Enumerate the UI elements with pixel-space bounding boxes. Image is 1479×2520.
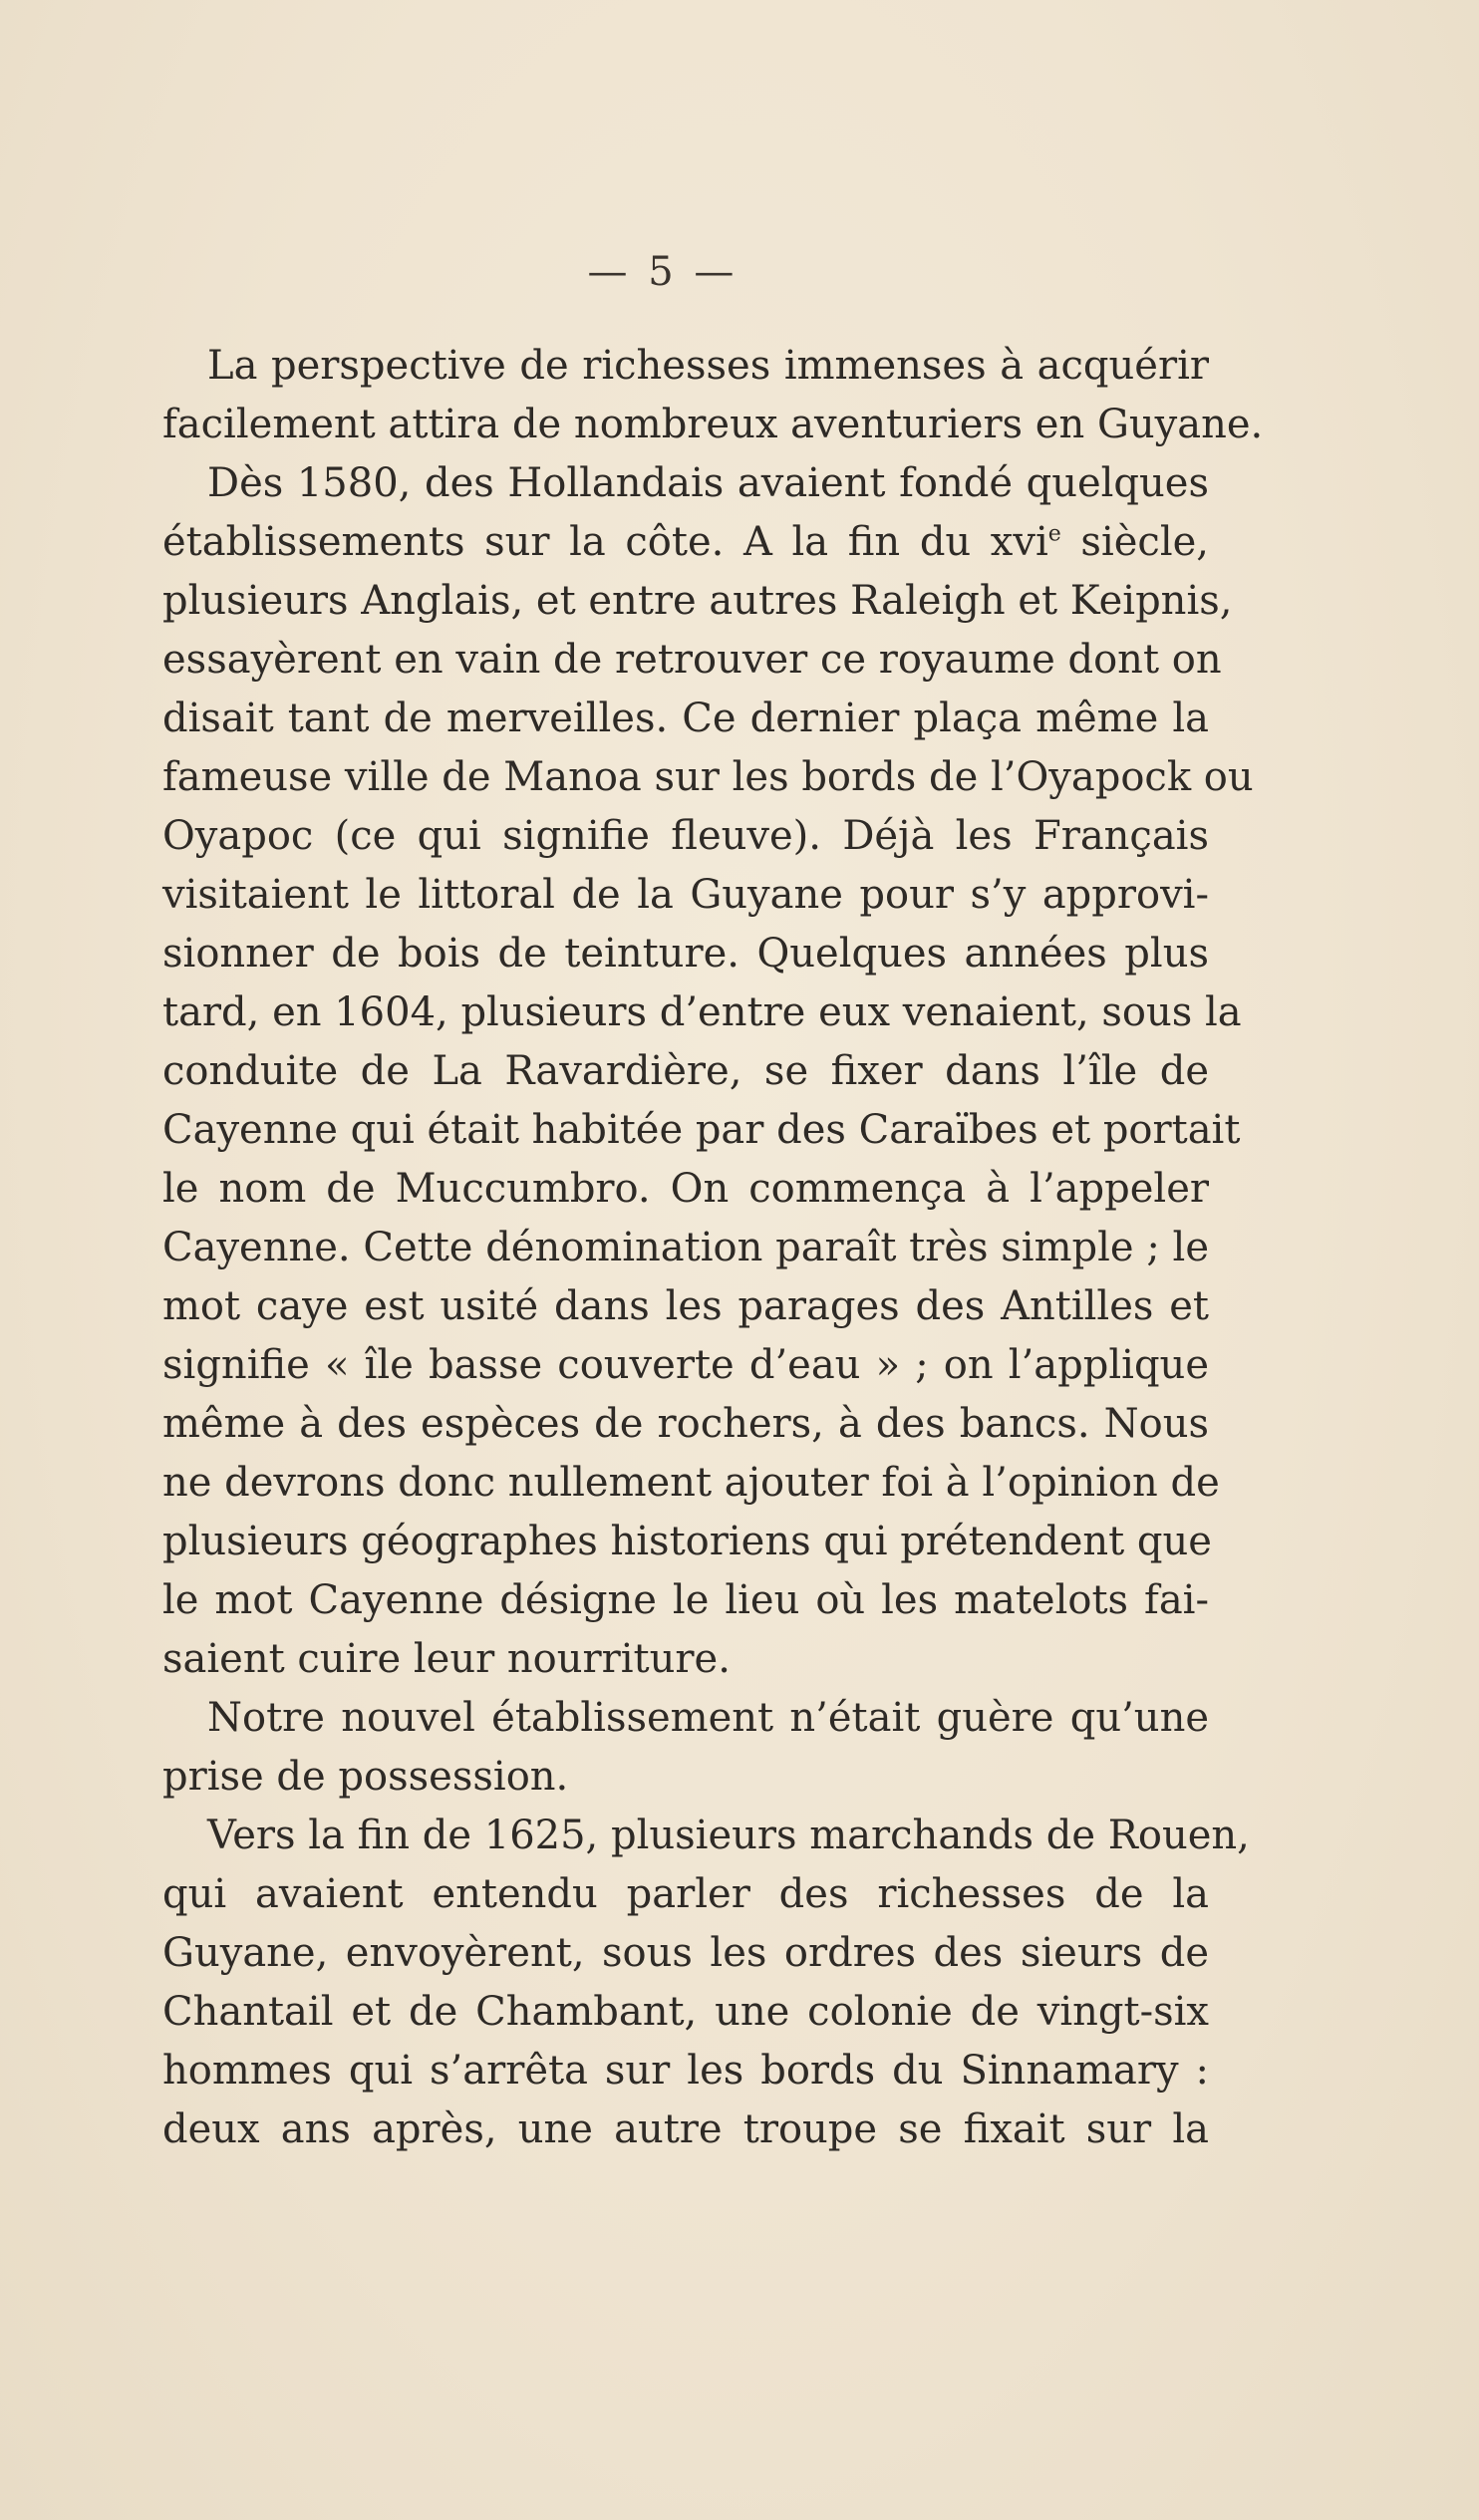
text-line bbox=[162, 1219, 1209, 1277]
text-line bbox=[162, 454, 1209, 513]
text-line-content: La perspective de richesses immenses à acquérir bbox=[207, 343, 1209, 389]
text-line-content: sionner de bois de teinture. Quelques années plus bbox=[162, 931, 1209, 977]
text-line-content: disait tant de merveilles. Ce dernier plaça même la bbox=[162, 696, 1209, 741]
text-line bbox=[162, 1395, 1209, 1454]
text-line bbox=[162, 337, 1209, 396]
text-line bbox=[162, 748, 1254, 807]
text-line bbox=[162, 1748, 1209, 1807]
text-line-content: Cayenne qui était habitée par des Caraïbes et portait bbox=[162, 1107, 1241, 1153]
text-line bbox=[162, 1513, 1212, 1571]
text-line-content: ne devrons donc nullement ajouter foi à l’opinion de bbox=[162, 1460, 1220, 1506]
text-line-content: le mot Cayenne désigne le lieu où les matelots fai- bbox=[162, 1577, 1209, 1623]
text-line-content: plusieurs géographes historiens qui prétendent que bbox=[162, 1519, 1212, 1564]
text-line-content: même à des espèces de rochers, à des bancs. Nous bbox=[162, 1401, 1209, 1447]
text-line bbox=[162, 2042, 1209, 2100]
text-line bbox=[162, 1689, 1209, 1748]
text-line bbox=[162, 2100, 1209, 2159]
text-line-content: Chantail et de Chambant, une colonie de vingt-six bbox=[162, 1989, 1209, 2035]
text-line-content: établissements sur la côte. A la fin du xvi bbox=[162, 519, 1048, 565]
text-line bbox=[162, 1630, 1209, 1689]
text-line bbox=[162, 925, 1209, 983]
text-line-content: Oyapoc (ce qui signifie fleuve). Déjà les Français bbox=[162, 813, 1209, 859]
text-line bbox=[162, 513, 1209, 572]
text-line bbox=[162, 396, 1264, 454]
body-text bbox=[162, 337, 1264, 2159]
text-line-content: hommes qui s’arrêta sur les bords du Sinnamary : bbox=[162, 2048, 1209, 2094]
text-line bbox=[162, 1160, 1209, 1219]
superscript: e bbox=[1047, 521, 1061, 547]
text-line bbox=[162, 1042, 1209, 1101]
text-line bbox=[162, 866, 1209, 925]
text-line bbox=[162, 1807, 1250, 1865]
text-line bbox=[162, 1983, 1209, 2042]
page-number: — 5 — bbox=[587, 249, 739, 295]
text-line bbox=[162, 1454, 1220, 1513]
text-line-content: visitaient le littoral de la Guyane pour s’y approvi- bbox=[162, 872, 1209, 918]
text-line bbox=[162, 1571, 1209, 1630]
text-line-content: fameuse ville de Manoa sur les bords de l’Oyapock ou bbox=[162, 754, 1254, 800]
text-line-content: mot caye est usité dans les parages des Antilles et bbox=[162, 1283, 1209, 1329]
text-line bbox=[162, 631, 1222, 690]
text-line-content: Dès 1580, des Hollandais avaient fondé quelques bbox=[207, 460, 1209, 506]
text-line bbox=[162, 1277, 1209, 1336]
text-line-content: plusieurs Anglais, et entre autres Raleigh et Keipnis, bbox=[162, 578, 1233, 624]
text-line-content: essayèrent en vain de retrouver ce royaume dont on bbox=[162, 637, 1222, 683]
text-line-content: deux ans après, une autre troupe se fixait sur la bbox=[162, 2106, 1209, 2152]
text-line-content: signifie « île basse couverte d’eau » ; on l’applique bbox=[162, 1342, 1209, 1388]
text-line-content: prise de possession. bbox=[162, 1754, 569, 1800]
text-line bbox=[162, 572, 1233, 631]
text-line-content: conduite de La Ravardière, se fixer dans l’île de bbox=[162, 1048, 1209, 1094]
text-line bbox=[162, 983, 1242, 1042]
text-line-tail: siècle, bbox=[1060, 519, 1209, 565]
text-line-content: Vers la fin de 1625, plusieurs marchands de Rouen, bbox=[207, 1813, 1250, 1858]
text-line-content: saient cuire leur nourriture. bbox=[162, 1636, 731, 1682]
text-line bbox=[162, 807, 1209, 866]
text-line bbox=[162, 690, 1209, 748]
text-line-content: le nom de Muccumbro. On commença à l’appeler bbox=[162, 1166, 1209, 1212]
text-line-content: qui avaient entendu parler des richesses de la bbox=[162, 1871, 1209, 1917]
text-line bbox=[162, 1101, 1241, 1160]
text-line bbox=[162, 1924, 1209, 1983]
text-line bbox=[162, 1336, 1209, 1395]
text-line-content: Notre nouvel établissement n’était guère qu’une bbox=[207, 1695, 1209, 1741]
text-line-content: Guyane, envoyèrent, sous les ordres des sieurs de bbox=[162, 1930, 1209, 1976]
text-line-content: Cayenne. Cette dénomination paraît très simple ; le bbox=[162, 1225, 1209, 1270]
text-line bbox=[162, 1865, 1209, 1924]
text-line-content: tard, en 1604, plusieurs d’entre eux venaient, sous la bbox=[162, 989, 1242, 1035]
text-line-content: facilement attira de nombreux aventuriers en Guyane. bbox=[162, 402, 1264, 447]
